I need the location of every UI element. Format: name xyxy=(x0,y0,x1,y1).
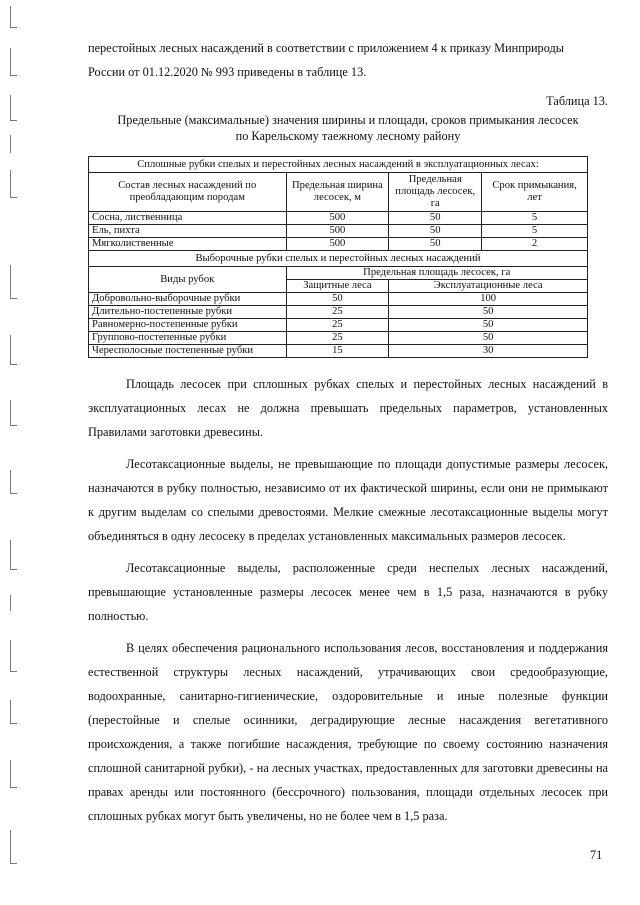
row-area: 50 xyxy=(389,212,482,225)
row-name: Чересполосные постепенные рубки xyxy=(89,345,287,358)
table-row xyxy=(89,225,588,238)
row-protective: 50 xyxy=(286,293,389,306)
row-protective: 25 xyxy=(286,306,389,319)
row-term: 5 xyxy=(482,225,588,238)
table-title-line-2: по Карельскому таежному лесному району xyxy=(235,129,461,143)
row-protective: 25 xyxy=(286,332,389,345)
table-row xyxy=(89,345,588,358)
table-row xyxy=(89,332,588,345)
row-name: Группово-постепенные рубки xyxy=(89,332,287,345)
header-composition: Состав лесных насаждений по преобладающим породам xyxy=(89,173,287,212)
header-exploitation-forests: Эксплуатационные леса xyxy=(389,280,588,293)
table-title-line-1: Предельные (максимальные) значения ширины и площади, сроков примыкания лесосек xyxy=(117,113,579,127)
table-row xyxy=(89,238,588,251)
table-title xyxy=(88,112,608,144)
table-row xyxy=(89,306,588,319)
row-name: Добровольно-выборочные рубки xyxy=(89,293,287,306)
table-row xyxy=(89,293,588,306)
paragraph-1: Площадь лесосек при сплошных рубках спелых и перестойных лесных насаждений в эксплуатационных лесах не должна превышать предельных параметров, установленных Правилами заготовки древесины. xyxy=(88,377,608,439)
row-width: 500 xyxy=(286,212,389,225)
table-label: Таблица 13. xyxy=(546,94,608,108)
row-width: 500 xyxy=(286,225,389,238)
row-exploitation: 30 xyxy=(389,345,588,358)
section-2-title: Выборочные рубки спелых и перестойных лесных насаждений xyxy=(89,251,588,267)
table-row xyxy=(89,319,588,332)
header-max-area: Предельная площадь лесосек, га xyxy=(389,173,482,212)
paragraph-3: Лесотаксационные выделы, расположенные среди неспелых лесных насаждений, превышающие установленные размеры лесосек менее чем в 1,5 раза, назначаются в рубку полностью. xyxy=(88,561,608,623)
header-max-width: Предельная ширина лесосек, м xyxy=(286,173,389,212)
page-content xyxy=(88,36,608,828)
page-number: 71 xyxy=(590,848,603,862)
intro-line-1: перестойных лесных насаждений в соответствии с приложением 4 к приказу Минприроды xyxy=(88,41,565,55)
row-exploitation: 50 xyxy=(389,332,588,345)
row-protective: 15 xyxy=(286,345,389,358)
row-area: 50 xyxy=(389,225,482,238)
binding-margin-marks xyxy=(6,0,32,905)
header-adjacency-term: Срок примыкания, лет xyxy=(482,173,588,212)
row-exploitation: 50 xyxy=(389,306,588,319)
paragraph-4: В целях обеспечения рационального использования лесов, восстановления и поддержания естественной структуры лесных насаждений, утрачивающих свои средообразующие, водоохранные, санитарно-гигиенические, оздоровительные и иные полезные функции (перестойные и спелые осинники, деградирующие лесные насаждения вегетативного происхождения, а также погибшие насаждения, требующие по своему состоянию назначения сплошной санитарной рубки), - на лесных участках, предоставленных для заготовки древесины на правах аренды или постоянного (бессрочного) пользования, площади отдельных лесосек при сплошных рубках могут быть увеличены, но не более чем в 1,5 раза. xyxy=(88,641,608,823)
paragraph-2: Лесотаксационные выделы, не превышающие по площади допустимые размеры лесосек, назначаются в рубку полностью, независимо от их фактической ширины, если они не примыкают к другим выделам со спелыми древостоями. Мелкие смежные лесотаксационные выделы могут объединяться в одну лесосеку в пределах установленных максимальных размеров лесосек. xyxy=(88,457,608,543)
row-area: 50 xyxy=(389,238,482,251)
intro-line-2: России от 01.12.2020 № 993 приведены в таблице 13. xyxy=(88,65,367,79)
row-name: Сосна, лиственница xyxy=(89,212,287,225)
header-protective-forests: Защитные леса xyxy=(286,280,389,293)
row-name: Равномерно-постепенные рубки xyxy=(89,319,287,332)
forest-limits-table xyxy=(88,156,588,358)
header-cutting-type: Виды рубок xyxy=(89,267,287,293)
row-exploitation: 100 xyxy=(389,293,588,306)
row-name: Ель, пихта xyxy=(89,225,287,238)
row-protective: 25 xyxy=(286,319,389,332)
row-name: Мягколиственные xyxy=(89,238,287,251)
section-1-title: Сплошные рубки спелых и перестойных лесных насаждений в эксплуатационных лесах: xyxy=(89,157,588,173)
row-exploitation: 50 xyxy=(389,319,588,332)
table-row xyxy=(89,212,588,225)
row-term: 2 xyxy=(482,238,588,251)
row-term: 5 xyxy=(482,212,588,225)
header-max-area-2: Предельная площадь лесосек, га xyxy=(286,267,588,280)
row-name: Длительно-постепенные рубки xyxy=(89,306,287,319)
row-width: 500 xyxy=(286,238,389,251)
